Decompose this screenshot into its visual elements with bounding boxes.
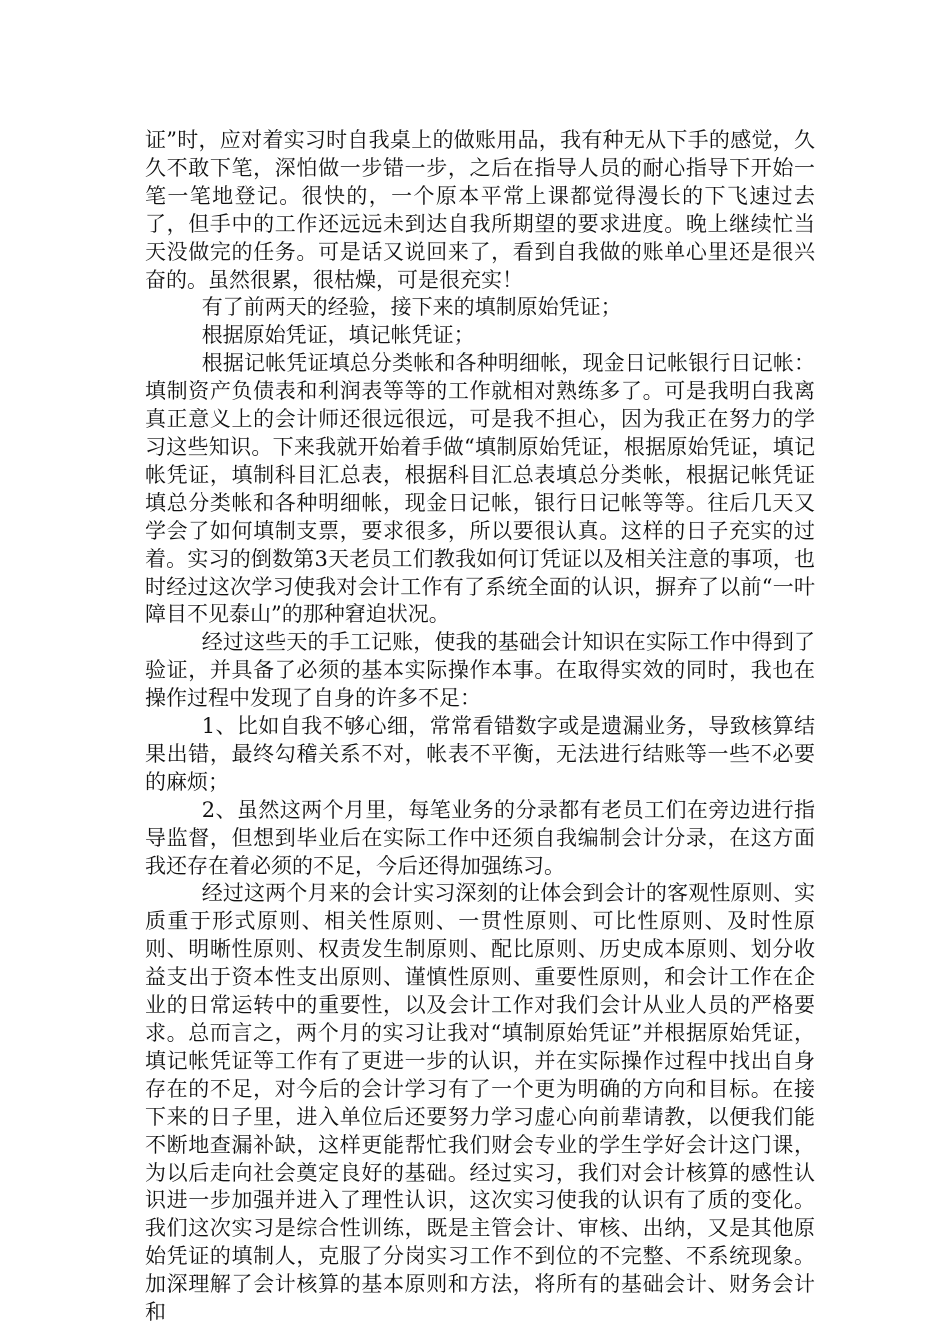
paragraph-shortcoming-1: 1、比如自我不够心细，常常看错数字或是遗漏业务，导致核算结果出错，最终勾稽关系不对，帐表不平衡，无法进行结账等一些不必要的麻烦； bbox=[145, 714, 815, 794]
paragraph-manual-bookkeeping: 经过这些天的手工记账，使我的基础会计知识在实际工作中得到了验证，并具备了必须的基本实际操作本事。在取得实效的同时，我也在操作过程中发现了自身的许多不足： bbox=[145, 630, 815, 711]
paragraph-ledger-work: 根据记帐凭证填总分类帐和各种明细帐，现金日记帐银行日记帐：填制资产负债表和利润表等等的工作就相对熟练多了。可是我明白我离真正意义上的会计师还很远很远，可是我不担心，因为我正在努力的学习这些知识。下来我就开始着手做“填制原始凭证，根据原始凭证，填记帐凭证，填制科目汇总表，根据科目汇总表填总分类帐，根据记帐凭证填总分类帐和各种明细帐，现金日记帐，银行日记帐等等。往后几天又学会了如何填制支票，要求很多，所以要很认真。这样的日子充实的过着。实习的倒数第3天老员工们教我如何订凭证以及相关注意的事项，也时经过这次学习使我对会计工作有了系统全面的认识，摒弃了以前“一叶障目不见泰山”的那种窘迫状况。 bbox=[145, 351, 815, 627]
document-body bbox=[145, 127, 815, 1327]
paragraph-shortcoming-2: 2、虽然这两个月里，每笔业务的分录都有老员工们在旁边进行指导监督，但想到毕业后在实际工作中还须自我编制会计分录，在这方面我还存在着必须的不足，今后还得加强练习。 bbox=[145, 797, 815, 878]
paragraph-fill-voucher: 根据原始凭证，填记帐凭证； bbox=[201, 323, 475, 348]
paragraph-continuation: 证”时，应对着实习时自我桌上的做账用品，我有种无从下手的感觉，久久不敢下笔，深怕做一步错一步，之后在指导人员的耐心指导下开始一笔一笔地登记。很快的，一个原本平常上课都觉得漫长的下飞速过去了，但手中的工作还远远未到达自我所期望的要求进度。晚上继续忙当天没做完的任务。可是话又说回来了，看到自我做的账单心里还是很兴奋的。虽然很累，很枯燥，可是很充实！ bbox=[145, 128, 815, 292]
paragraph-next-step: 有了前两天的经验，接下来的填制原始凭证； bbox=[201, 295, 622, 320]
paragraph-summary: 经过这两个月来的会计实习深刻的让体会到会计的客观性原则、实质重于形式原则、相关性原则、一贯性原则、可比性原则、及时性原则、明晰性原则、权责发生制原则、配比原则、历史成本原则、划分收益支出于资本性支出原则、谨慎性原则、重要性原则，和会计工作在企业的日常运转中的重要性，以及会计工作对我们会计从业人员的严格要求。总而言之，两个月的实习让我对“填制原始凭证”并根据原始凭证，填记帐凭证等工作有了更进一步的认识，并在实际操作过程中找出自身存在的不足，对今后的会计学习有了一个更为明确的方向和目标。在接下来的日子里，进入单位后还要努力学习虚心向前辈请教，以便我们能不断地查漏补缺，这样更能帮忙我们财会专业的学生学好会计这门课，为以后走向社会奠定良好的基础。经过实习，我们对会计核算的感性认识进一步加强并进入了理性认识，这次实习使我的认识有了质的变化。我们这次实习是综合性训练，既是主管会计、审核、出纳，又是其他原始凭证的填制人，克服了分岗实习工作不到位的不完整、不系统现象。加深理解了会计核算的基本原则和方法，将所有的基础会计、财务会计和 bbox=[145, 881, 815, 1325]
